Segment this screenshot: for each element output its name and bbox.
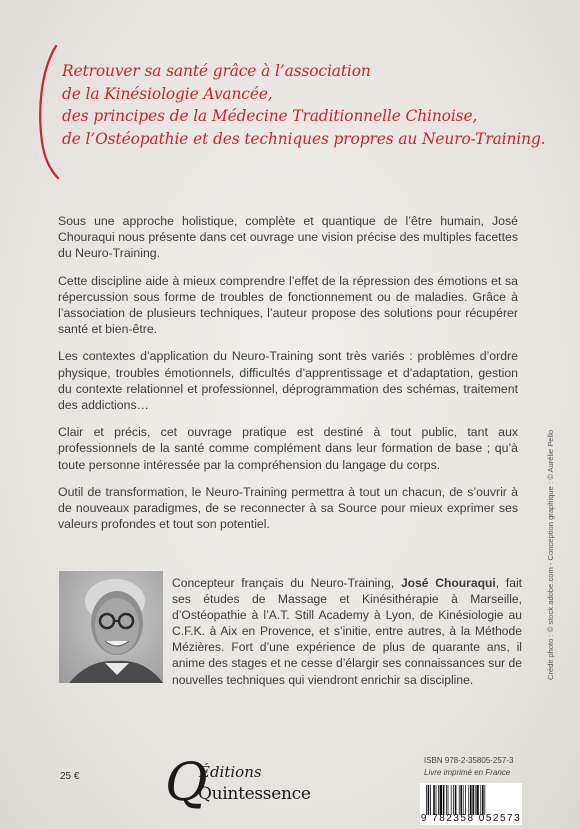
barcode-number: 9 782358 052573 — [420, 813, 522, 824]
barcode-bar — [438, 785, 439, 815]
printed-in: Livre imprimé en France — [424, 768, 511, 777]
barcode-bar — [459, 785, 460, 815]
author-photo — [59, 571, 163, 683]
barcode-bar — [468, 785, 469, 815]
tagline-line: de l’Ostéopathie et des techniques propres au Neuro-Training. — [62, 129, 546, 148]
tagline — [62, 60, 562, 150]
photo-credit: Crédit photo : © stock.adobe.com - Conception graphique : © Aurélie Pello — [546, 429, 555, 680]
barcode-bar — [428, 785, 430, 815]
paragraph: Clair et précis, cet ouvrage pratique est destiné à tout public, tant aux professionnels de la santé comme complément dans leur formation de base ; qu’à toute personne intéressée par la compréhension du langage du corps. — [58, 425, 518, 472]
barcode-bar — [484, 785, 485, 815]
author-name: José Chouraqui — [400, 576, 496, 590]
isbn: ISBN 978-2-35805-257-3 — [424, 756, 514, 765]
tagline-line: des principes de la Médecine Traditionnelle Chinoise, — [62, 107, 478, 125]
publisher-logo-mark: Q — [165, 753, 208, 813]
paragraph: Cette discipline aide à mieux comprendre l’effet de la répression des émotions et sa répercussion sous forme de troubles de fonctionnement ou de maladies. Grâce à l’association de plusieurs techniques, l’auteur propose des solutions pour récupérer santé et bien-être. — [58, 273, 518, 337]
barcode-bar — [480, 785, 481, 815]
paragraph: Les contextes d’application du Neuro-Training sont très variés : problèmes d’ordre physique, troubles émotionnels, difficultés d’apprentissage et d’adaptation, gestion du contexte relationnel et professionnel, déprogrammation des schémas, traitement des addictions… — [58, 349, 518, 413]
tagline-line: de la Kinésiologie Avancée, — [62, 84, 273, 103]
barcode-bar — [455, 785, 457, 815]
barcode-bar — [436, 785, 437, 815]
paragraph: Outil de transformation, le Neuro-Training permettra à tout un chacun, de s’ouvrir à de nouveaux paradigmes, de se reconnecter à sa Source pour mieux exprimer ses valeurs profondes et tout son potentiel. — [58, 484, 518, 532]
barcode — [420, 783, 522, 825]
barcode-bar — [463, 785, 464, 815]
red-parenthesis-ornament — [34, 42, 64, 182]
price: 25 € — [60, 771, 80, 782]
barcode-bar — [465, 785, 466, 815]
barcode-bar — [475, 785, 476, 815]
author-bio — [172, 575, 522, 688]
publisher-name: Quintessence — [198, 784, 311, 804]
barcode-bar — [440, 785, 442, 815]
barcode-bar — [446, 785, 447, 815]
description — [58, 213, 518, 543]
barcode-bar — [482, 785, 484, 815]
barcode-bar — [448, 785, 449, 815]
author-portrait-illustration — [59, 571, 163, 683]
publisher-logo — [165, 753, 315, 813]
paragraph: Sous une approche holistique, complète et quantique de l’être humain, José Chouraqui nous présente dans cet ouvrage une vision précise des multiples facettes du Neuro-Training. — [58, 214, 518, 261]
barcode-bar — [453, 785, 454, 815]
barcode-bar — [476, 785, 478, 815]
barcode-bar — [426, 785, 427, 815]
barcode-bar — [433, 785, 435, 815]
bio-intro: Concepteur français du Neuro-Training, — [172, 576, 401, 590]
publisher-line1: Éditions — [199, 763, 262, 781]
barcode-bar — [451, 785, 452, 815]
barcode-bar — [430, 785, 431, 815]
tagline-line: Retrouver sa santé grâce à l’association — [62, 62, 371, 80]
barcode-bar — [460, 785, 462, 815]
barcode-bars — [426, 785, 516, 815]
barcode-bar — [470, 785, 472, 815]
barcode-bar — [443, 785, 445, 815]
barcode-bar — [472, 785, 474, 815]
bio-text: , fait ses études de Massage et Kinésithérapie à Marseille, d’Ostéopathie à l’A.T. Still Academy à Lyon, de Kinésiologie au C.F.K. à Aix en Provence, et s’initie, entre autres, à la Méthode Mézières. Fort d’une expérience de plus de quarante ans, il anime des stages et ne cesse d’élargir ses connaissances sur de nouvelles techniques qui viendront enrichir sa discipline. — [172, 576, 522, 687]
